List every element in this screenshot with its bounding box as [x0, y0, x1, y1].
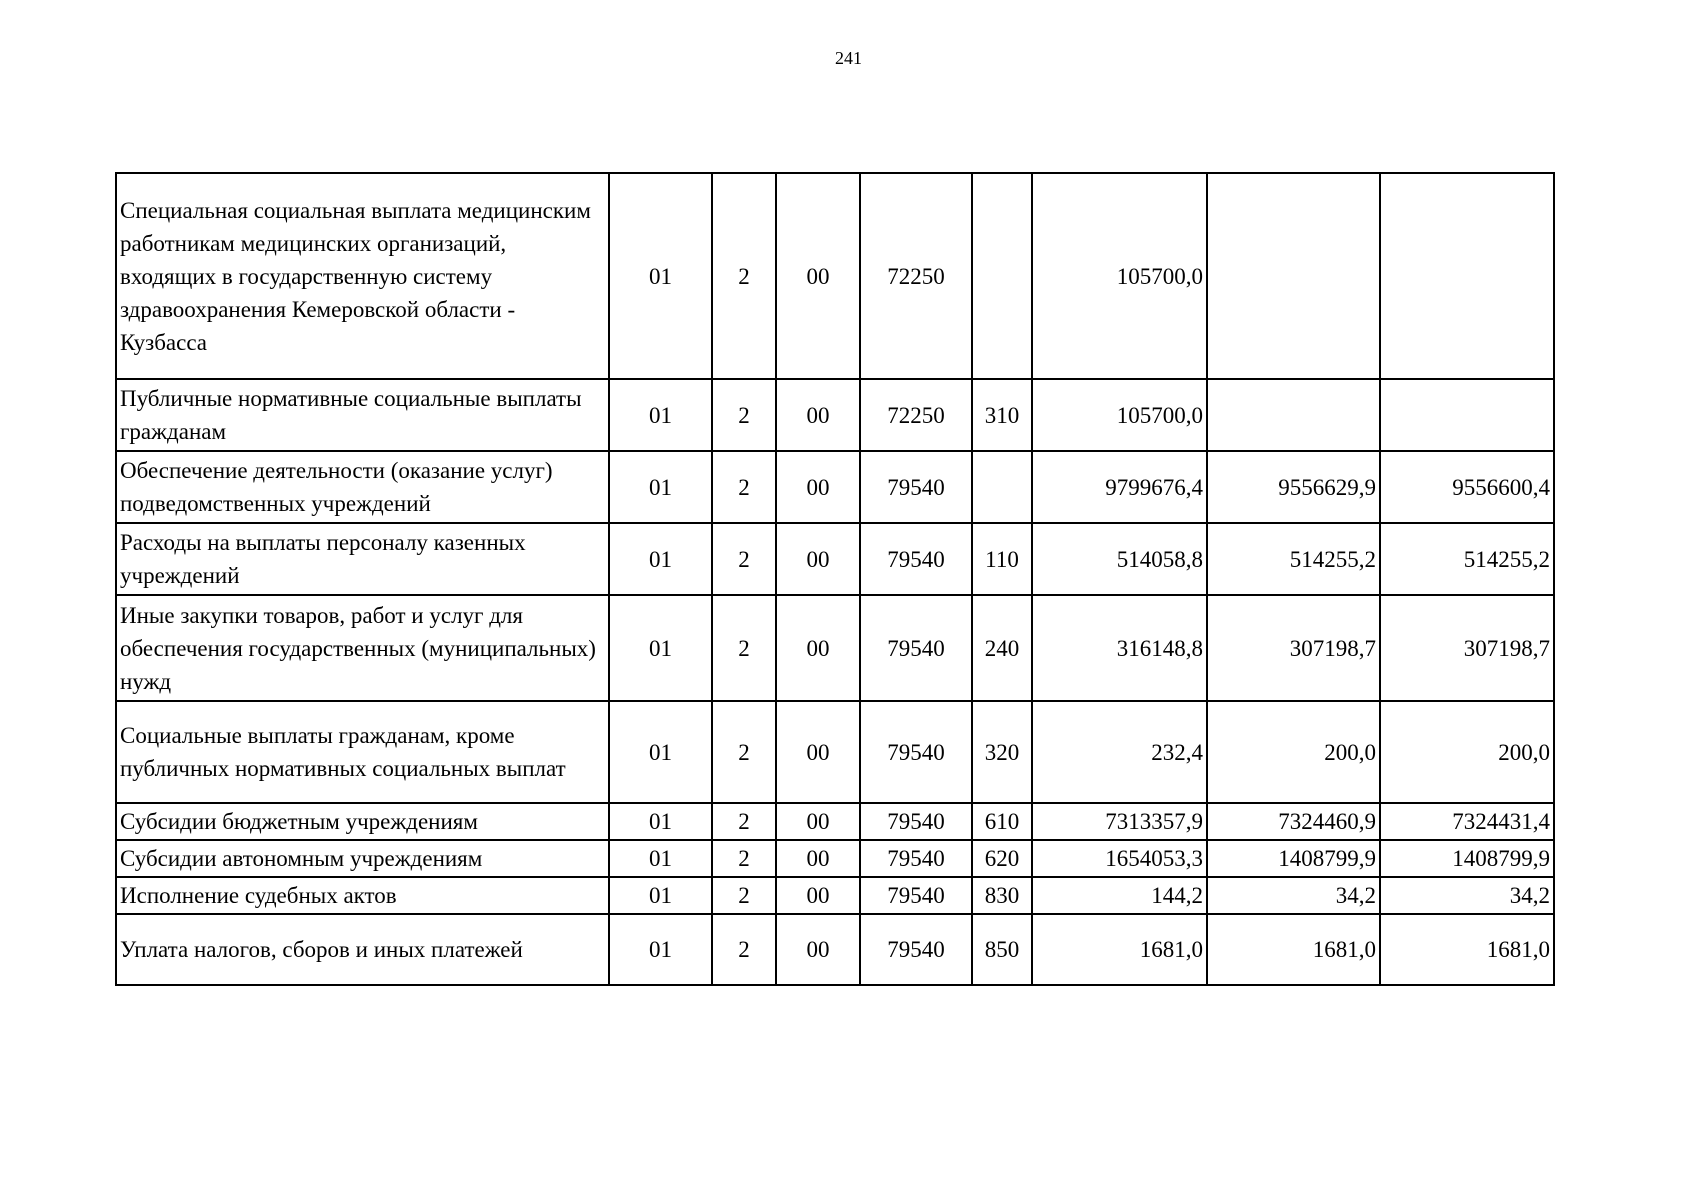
cell-amount-2 [1207, 379, 1380, 451]
table-row [116, 914, 1554, 985]
cell-amount-2: 200,0 [1207, 701, 1380, 803]
cell-subprogram: 00 [776, 840, 860, 877]
cell-expense-type: 610 [972, 803, 1032, 840]
cell-direction: 79540 [860, 523, 972, 595]
table-row [116, 877, 1554, 914]
cell-amount-1: 514058,8 [1032, 523, 1207, 595]
cell-program: 2 [712, 877, 776, 914]
cell-section: 01 [609, 877, 712, 914]
row-name: Социальные выплаты гражданам, кроме публичных нормативных социальных выплат [116, 701, 609, 803]
table-row [116, 803, 1554, 840]
budget-table [115, 172, 1555, 986]
table-row [116, 701, 1554, 803]
cell-program: 2 [712, 451, 776, 523]
cell-amount-3 [1380, 379, 1554, 451]
cell-program: 2 [712, 523, 776, 595]
cell-amount-1: 9799676,4 [1032, 451, 1207, 523]
table-row [116, 523, 1554, 595]
row-name: Субсидии бюджетным учреждениям [116, 803, 609, 840]
cell-expense-type: 830 [972, 877, 1032, 914]
cell-section: 01 [609, 914, 712, 985]
cell-expense-type: 320 [972, 701, 1032, 803]
cell-amount-2: 1681,0 [1207, 914, 1380, 985]
cell-amount-3: 1681,0 [1380, 914, 1554, 985]
cell-section: 01 [609, 379, 712, 451]
cell-subprogram: 00 [776, 379, 860, 451]
table-row [116, 451, 1554, 523]
cell-section: 01 [609, 840, 712, 877]
row-name: Субсидии автономным учреждениям [116, 840, 609, 877]
cell-expense-type: 310 [972, 379, 1032, 451]
row-name: Расходы на выплаты персоналу казенных учреждений [116, 523, 609, 595]
cell-expense-type: 850 [972, 914, 1032, 985]
table-row [116, 840, 1554, 877]
cell-program: 2 [712, 595, 776, 701]
cell-amount-1: 1681,0 [1032, 914, 1207, 985]
cell-subprogram: 00 [776, 523, 860, 595]
cell-amount-1: 316148,8 [1032, 595, 1207, 701]
cell-amount-2: 514255,2 [1207, 523, 1380, 595]
cell-subprogram: 00 [776, 701, 860, 803]
cell-amount-1: 7313357,9 [1032, 803, 1207, 840]
cell-subprogram: 00 [776, 803, 860, 840]
cell-subprogram: 00 [776, 173, 860, 379]
table-row [116, 595, 1554, 701]
cell-direction: 72250 [860, 379, 972, 451]
cell-direction: 79540 [860, 595, 972, 701]
cell-direction: 79540 [860, 914, 972, 985]
cell-expense-type: 110 [972, 523, 1032, 595]
cell-section: 01 [609, 173, 712, 379]
cell-subprogram: 00 [776, 595, 860, 701]
cell-amount-3: 34,2 [1380, 877, 1554, 914]
cell-subprogram: 00 [776, 451, 860, 523]
cell-direction: 79540 [860, 451, 972, 523]
cell-expense-type [972, 173, 1032, 379]
cell-amount-3: 307198,7 [1380, 595, 1554, 701]
cell-expense-type: 240 [972, 595, 1032, 701]
cell-program: 2 [712, 173, 776, 379]
cell-section: 01 [609, 451, 712, 523]
row-name: Уплата налогов, сборов и иных платежей [116, 914, 609, 985]
table-row [116, 173, 1554, 379]
page-number: 241 [835, 48, 862, 68]
cell-section: 01 [609, 701, 712, 803]
cell-amount-2: 34,2 [1207, 877, 1380, 914]
cell-direction: 79540 [860, 877, 972, 914]
cell-amount-3: 1408799,9 [1380, 840, 1554, 877]
cell-section: 01 [609, 803, 712, 840]
cell-expense-type: 620 [972, 840, 1032, 877]
cell-amount-1: 105700,0 [1032, 379, 1207, 451]
cell-section: 01 [609, 595, 712, 701]
cell-amount-1: 232,4 [1032, 701, 1207, 803]
cell-amount-3: 7324431,4 [1380, 803, 1554, 840]
row-name: Специальная социальная выплата медицинским работникам медицинских организаций, входящих в государственную систему здравоохранения Кемеровской области - Кузбасса [116, 173, 609, 379]
cell-amount-2: 9556629,9 [1207, 451, 1380, 523]
cell-amount-2: 7324460,9 [1207, 803, 1380, 840]
cell-program: 2 [712, 840, 776, 877]
cell-amount-2: 1408799,9 [1207, 840, 1380, 877]
cell-section: 01 [609, 523, 712, 595]
cell-amount-3 [1380, 173, 1554, 379]
cell-amount-3: 200,0 [1380, 701, 1554, 803]
cell-direction: 79540 [860, 840, 972, 877]
cell-subprogram: 00 [776, 877, 860, 914]
cell-direction: 72250 [860, 173, 972, 379]
cell-amount-3: 514255,2 [1380, 523, 1554, 595]
cell-program: 2 [712, 701, 776, 803]
table-row [116, 379, 1554, 451]
cell-direction: 79540 [860, 701, 972, 803]
cell-program: 2 [712, 914, 776, 985]
cell-direction: 79540 [860, 803, 972, 840]
cell-amount-1: 105700,0 [1032, 173, 1207, 379]
row-name: Публичные нормативные социальные выплаты гражданам [116, 379, 609, 451]
cell-subprogram: 00 [776, 914, 860, 985]
cell-amount-1: 1654053,3 [1032, 840, 1207, 877]
row-name: Исполнение судебных актов [116, 877, 609, 914]
cell-expense-type [972, 451, 1032, 523]
cell-amount-3: 9556600,4 [1380, 451, 1554, 523]
row-name: Иные закупки товаров, работ и услуг для обеспечения государственных (муниципальных) нужд [116, 595, 609, 701]
cell-program: 2 [712, 803, 776, 840]
cell-program: 2 [712, 379, 776, 451]
cell-amount-2: 307198,7 [1207, 595, 1380, 701]
cell-amount-1: 144,2 [1032, 877, 1207, 914]
cell-amount-2 [1207, 173, 1380, 379]
row-name: Обеспечение деятельности (оказание услуг) подведомственных учреждений [116, 451, 609, 523]
